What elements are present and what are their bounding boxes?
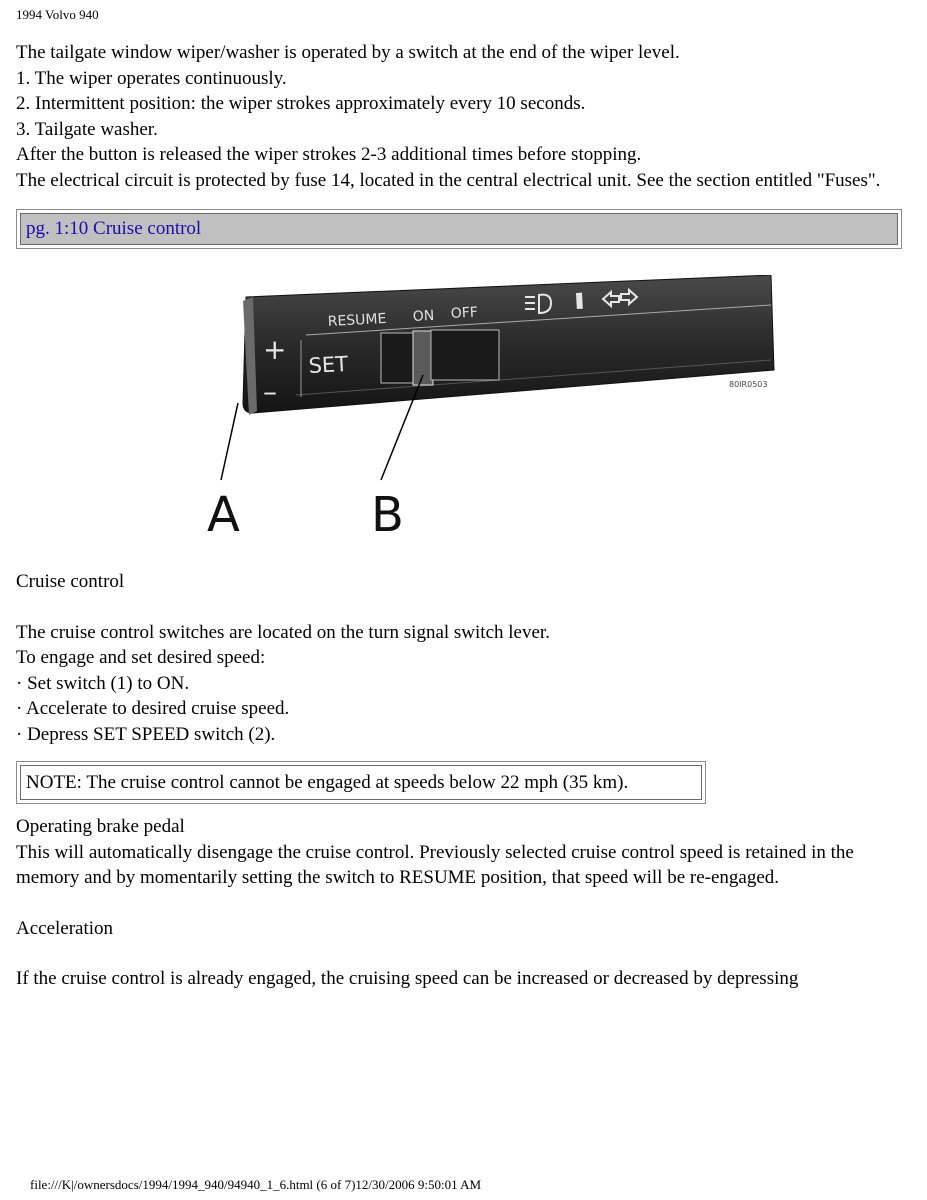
lever-label-on: ON: [412, 307, 435, 325]
switch-left: [381, 333, 416, 383]
section-heading-cruise: Cruise control: [16, 571, 125, 592]
document-footer-path: file:///K|/ownersdocs/1994/1994_940/94940_1_6.html (6 of 7)12/30/2006 9:50:01 AM: [30, 1177, 482, 1192]
intro-line: 2. Intermittent position: the wiper strokes approximately every 10 seconds.: [16, 93, 586, 114]
lever-label-plus: +: [263, 333, 287, 366]
note-box: [16, 761, 706, 804]
callout-label-a: A: [207, 487, 240, 543]
cruise-line: The cruise control switches are located on the turn signal switch lever.: [16, 621, 550, 643]
section-heading-brake: Operating brake pedal: [16, 816, 185, 837]
brake-text: This will automatically disengage the cruise control. Previously selected cruise control speed is retained in the memory and by momentarily setting the switch to RESUME position, that speed will be re-engaged.: [16, 841, 854, 888]
acceleration-text: If the cruise control is already engaged, the cruising speed can be increased or decreased by depressing: [16, 968, 799, 989]
cruise-line: · Set switch (1) to ON.: [16, 672, 190, 694]
intro-line: 1. The wiper operates continuously.: [16, 67, 287, 89]
document-header: 1994 Volvo 940: [16, 7, 99, 22]
section-header-box: [16, 209, 902, 249]
lever-label-off: OFF: [450, 304, 479, 322]
intro-line: 3. Tailgate washer.: [16, 118, 158, 140]
intro-line: After the button is released the wiper strokes 2-3 additional times before stopping.: [16, 144, 642, 165]
cruise-line: · Accelerate to desired cruise speed.: [16, 698, 290, 719]
lever-label-set: SET: [308, 351, 349, 378]
section-link-cruise-control[interactable]: pg. 1:10 Cruise control: [26, 218, 202, 239]
switch-right: [431, 330, 499, 380]
main-content: [16, 40, 911, 992]
lever-label-minus: –: [263, 375, 277, 408]
cruise-control-lever-illustration: [191, 275, 791, 545]
callout-label-b: B: [371, 487, 404, 543]
callout-line-a: [221, 403, 238, 480]
divider-mark: [576, 293, 583, 309]
cruise-control-figure: [16, 249, 911, 569]
note-text: NOTE: The cruise control cannot be engaged at speeds below 22 mph (35 km).: [20, 765, 702, 800]
cruise-line: To engage and set desired speed:: [16, 647, 266, 668]
cruise-line: · Depress SET SPEED switch (2).: [16, 723, 276, 745]
lever-body: [243, 275, 774, 413]
intro-line: The tailgate window wiper/washer is operated by a switch at the end of the wiper level.: [16, 42, 680, 63]
section-heading-acceleration: Acceleration: [16, 917, 114, 939]
lever-label-resume: RESUME: [327, 310, 387, 330]
figure-code: 80IR0503: [729, 380, 768, 389]
section-header-bar: [20, 213, 898, 245]
intro-line: The electrical circuit is protected by fuse 14, located in the central electrical unit. See the section entitled "Fuses".: [16, 169, 881, 191]
